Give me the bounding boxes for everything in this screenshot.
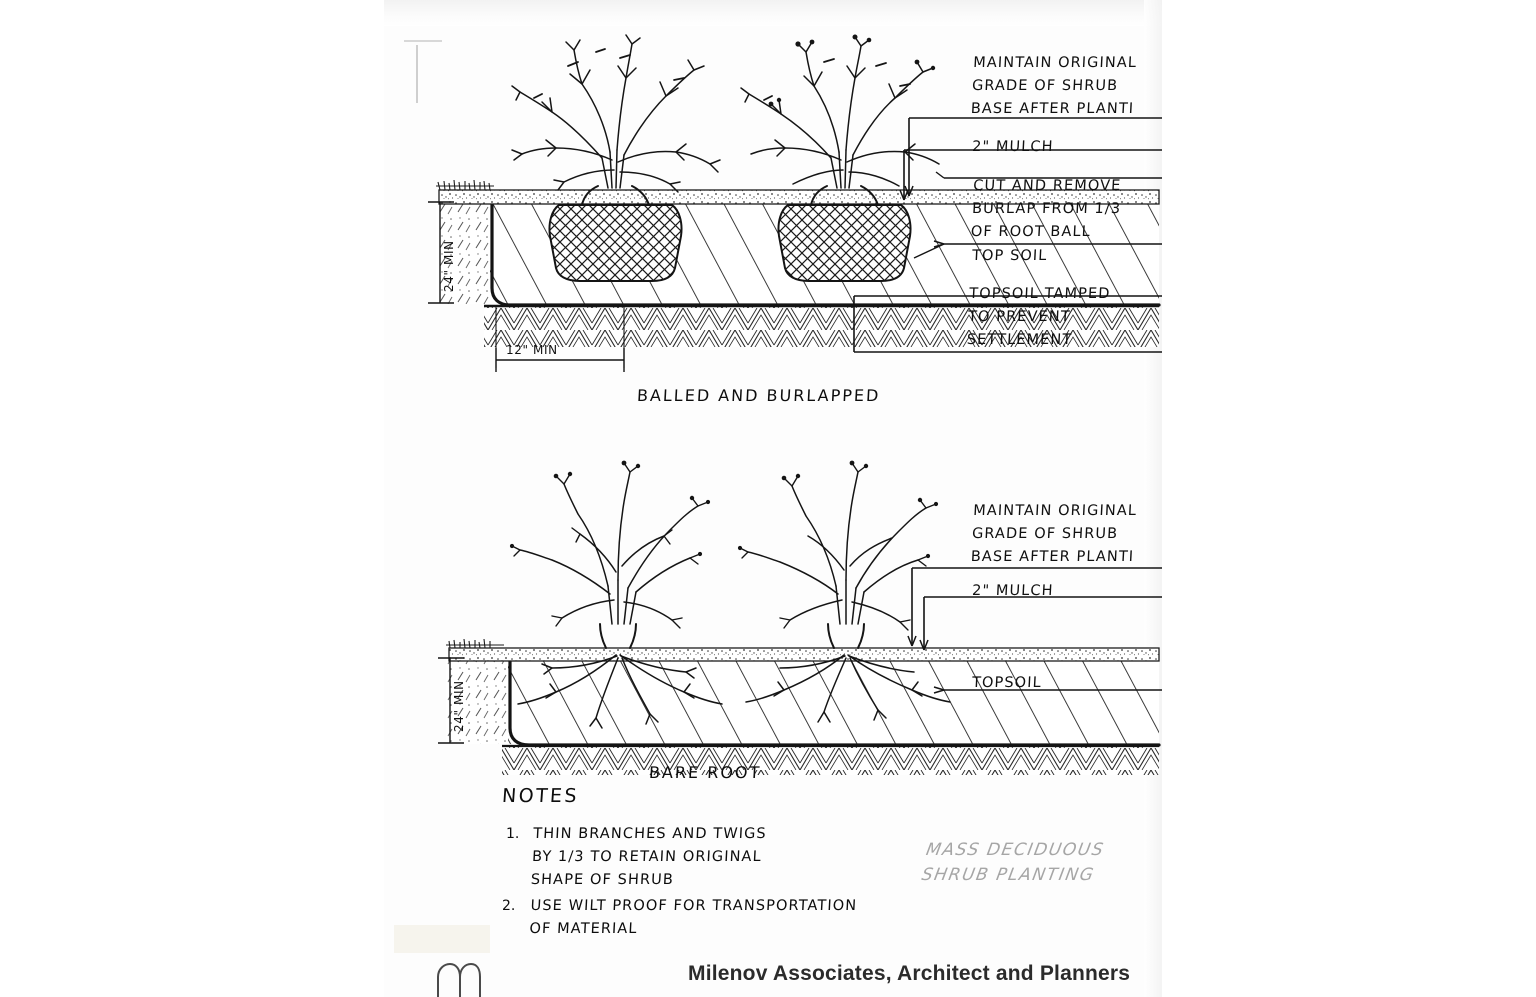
note-number-2: 2. [502,898,516,914]
firm-name-footer: Milenov Associates, Architect and Planners [688,962,1131,985]
dimension-24-min-top: 24" MIN [442,240,456,292]
caption-bare-root: BARE ROOT [648,763,762,782]
label-mulch-bottom: 2" MULCH [971,583,1054,599]
sheet-title-mass-deciduous-shrub-planting: MASS DECIDUOUS SHRUB PLANTING [920,840,1107,885]
notes-heading: NOTES [501,785,580,807]
note-number-1: 1. [506,826,520,842]
note-text-1: THIN BRANCHES AND TWIGS BY 1/3 TO RETAIN ORIGINAL SHAPE OF SHRUB [530,826,768,888]
dimension-12-min-top: 12" MIN [506,343,558,357]
label-maintain-original-grade-top: MAINTAIN ORIGINAL GRADE OF SHRUB BASE AFTER PLANTI [970,55,1138,117]
label-maintain-original-grade-bottom: MAINTAIN ORIGINAL GRADE OF SHRUB BASE AFTER PLANTI [970,503,1138,565]
note-text-2: USE WILT PROOF FOR TRANSPORTATION OF MATERIAL [529,898,858,937]
label-mulch-top: 2" MULCH [971,139,1054,155]
dimension-24-min-bottom: 24" MIN [452,680,466,732]
label-topsoil-tamped: TOPSOIL TAMPED TO PREVENT SETTLEMENT [966,286,1111,348]
firm-logo-mark [436,963,482,997]
label-cut-remove-burlap: CUT AND REMOVE BURLAP FROM 1/3 OF ROOT BALL [970,178,1122,240]
label-top-soil: TOP SOIL [971,248,1048,264]
scanned-sheet [384,0,1162,997]
caption-balled-and-burlapped: BALLED AND BURLAPPED [636,386,881,405]
label-topsoil-bottom: TOPSOIL [971,675,1043,691]
